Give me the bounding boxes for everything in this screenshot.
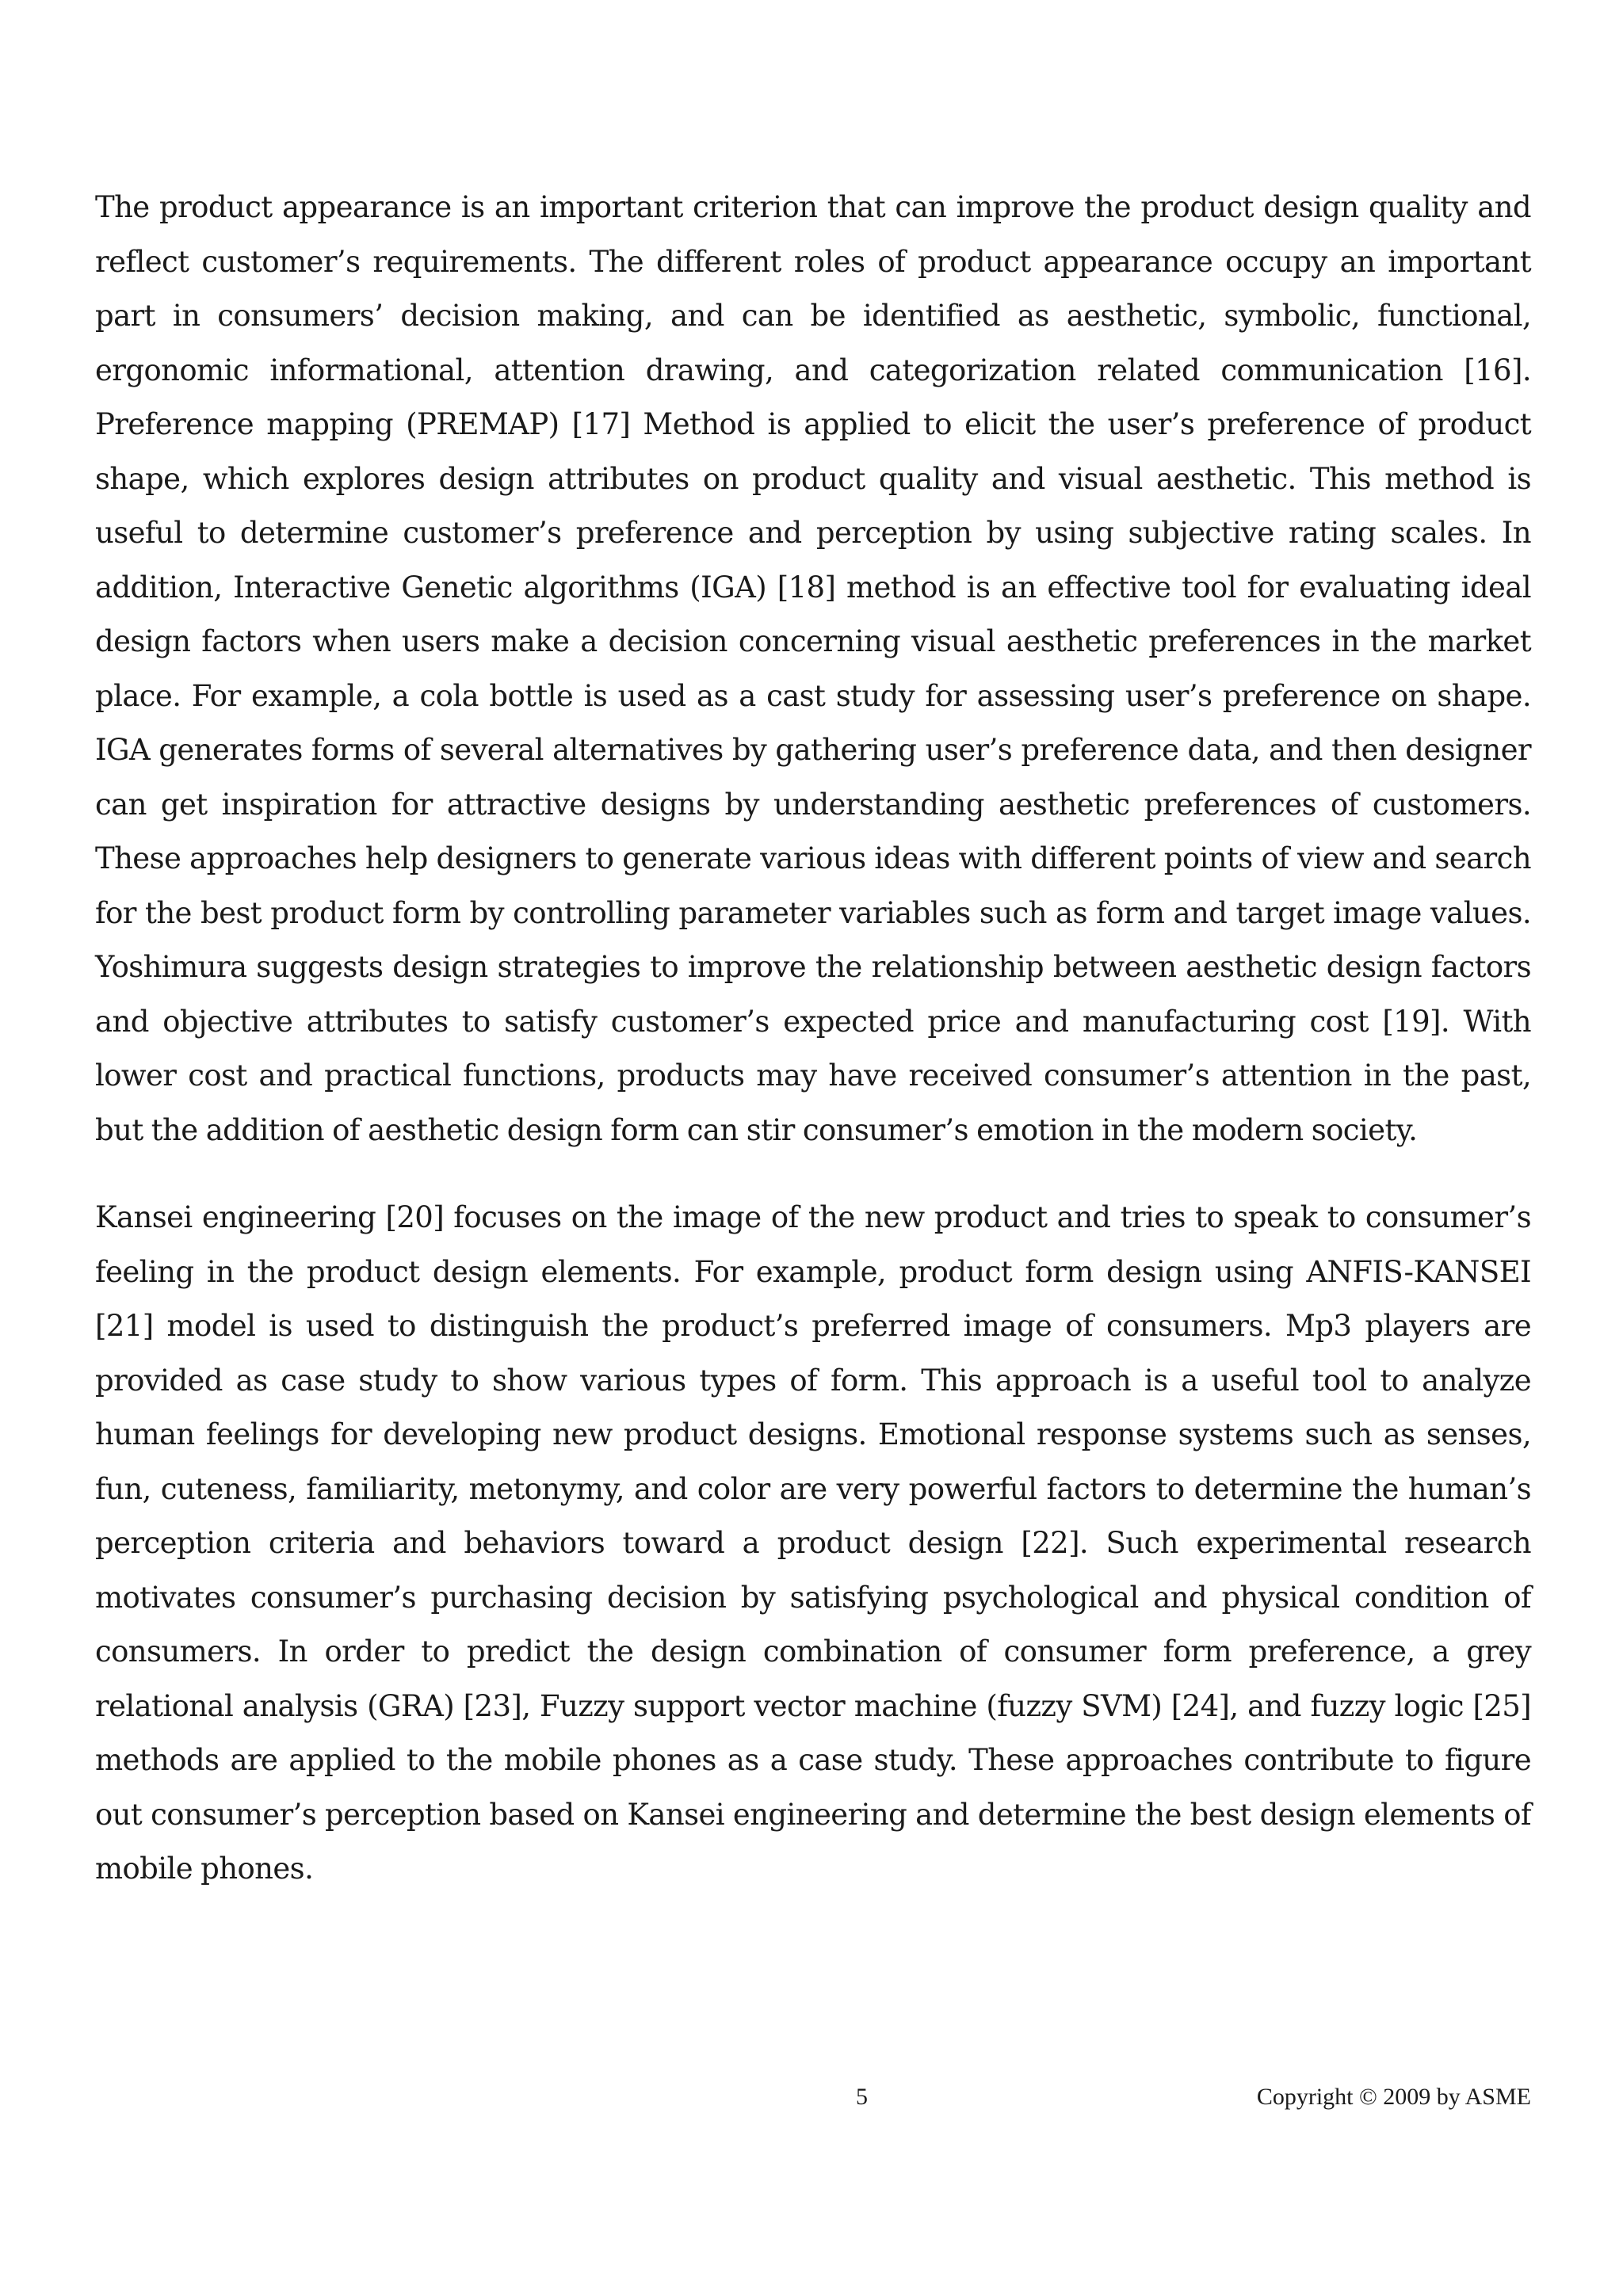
paragraph-kansei-engineering: Kansei engineering [20] focuses on the image of the new product and tries to speak to consumer’s feeling in the product design elements. For example, product form design using ANFIS-KANSEI [21] model is used to distinguish the product’s preferred image of consumers. Mp3 players are provided as case study to show various types of form. This approach is a useful tool to analyze human feelings for developing new product designs. Emotional response systems such as senses, fun, cuteness, familiarity, metonymy, and color are very powerful factors to determine the human’s perception criteria and behaviors toward a product design [22]. Such experimental research motivates consumer’s purchasing decision by satisfying psychological and physical condition of consumers. In order to predict the design combination of consumer form preference, a grey relational analysis (GRA) [23], Fuzzy support vector machine (fuzzy SVM) [24], and fuzzy logic [25] methods are applied to the mobile phones as a case study. These approaches contribute to figure out consumer’s perception based on Kansei engineering and determine the best design elements of mobile phones. — [95, 1200, 1531, 1886]
copyright-notice: Copyright © 2009 by ASME — [1256, 2084, 1531, 2110]
body-text — [95, 181, 1531, 1930]
page-footer — [0, 2084, 1623, 2115]
page-number: 5 — [856, 2084, 868, 2110]
paragraph-product-appearance: The product appearance is an important criterion that can improve the product design quality and reflect customer’s requirements. The different roles of product appearance occupy an important part in consumers’ decision making, and can be identified as aesthetic, symbolic, functional, ergonomic informational, attention drawing, and categorization related communication [16]. Preference mapping (PREMAP) [17] Method is applied to elicit the user’s preference of product shape, which explores design attributes on product quality and visual aesthetic. This method is useful to determine customer’s preference and perception by using subjective rating scales. In addition, Interactive Genetic algorithms (IGA) [18] method is an effective tool for evaluating ideal design factors when users make a decision concerning visual aesthetic preferences in the market place. For example, a cola bottle is used as a cast study for assessing user’s preference on shape. IGA generates forms of several alternatives by gathering user’s preference data, and then designer can get inspiration for attractive designs by understanding aesthetic preferences of customers. These approaches help designers to generate various ideas with different points of view and search for the best product form by controlling parameter variables such as form and target image values. Yoshimura suggests design strategies to improve the relationship between aesthetic design factors and objective attributes to satisfy customer’s expected price and manufacturing cost [19]. With lower cost and practical functions, products may have received consumer’s attention in the past, but the addition of aesthetic design form can stir consumer’s emotion in the modern society. — [95, 190, 1531, 1147]
